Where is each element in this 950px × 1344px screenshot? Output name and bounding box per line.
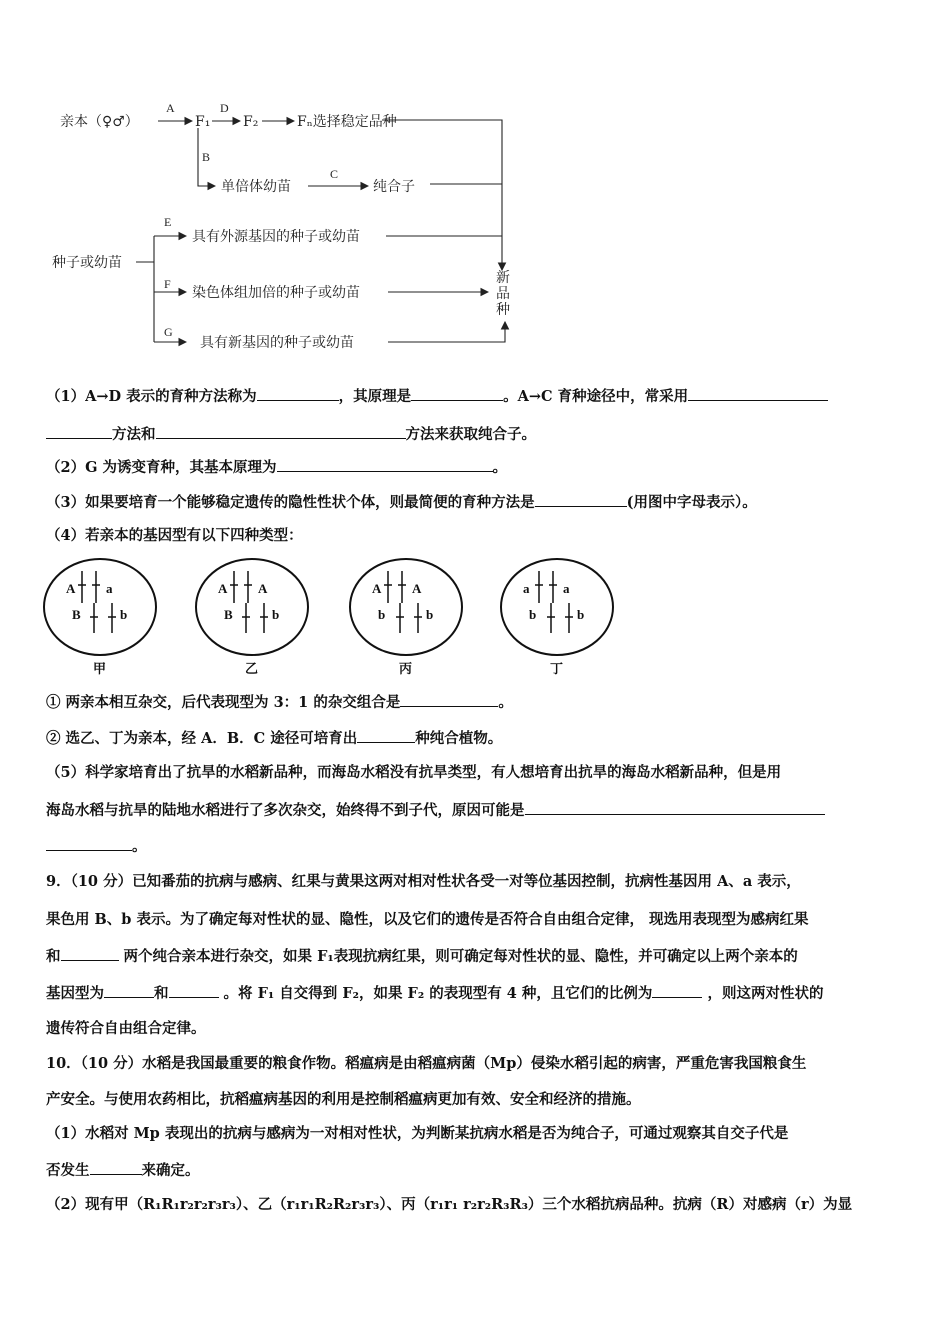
answer-blank[interactable] [688,386,828,401]
answer-blank[interactable] [104,983,154,998]
q10-part1-line1: （1）水稻对 Mp 表现出的抗病与感病为一对相对性状，为判断某抗病水稻是否为纯合子，可通过观察其自交子代是 [46,1125,789,1142]
allele-label: b [378,607,386,622]
allele-label: b [272,607,280,622]
answer-blank[interactable] [156,424,406,439]
allele-label: A [372,581,382,596]
doubled-label: 染色体组加倍的种子或幼苗 [192,285,360,301]
answer-blank[interactable] [400,692,498,707]
answer-blank[interactable] [525,800,825,815]
label-d: D [220,101,229,115]
allele-label: b [577,607,585,622]
q9-line5: 遗传符合自由组合定律。 [46,1020,206,1037]
allele-label: A [412,581,422,596]
cell-3 [350,559,462,677]
f1-label: F₁ [195,114,211,130]
answer-blank[interactable] [46,424,112,439]
q8-sub1: ① 两亲本相互杂交，后代表现型为 3：1 的杂交组合是 。 [46,694,513,711]
new-variety-char: 新 [496,270,510,286]
cell-membrane [501,559,613,655]
q8-sub2: ② 选乙、丁为亲本，经 A．B．C 途径可培育出 种纯合植物。 [46,730,503,747]
allele-label: A [218,581,228,596]
parent-label: 亲本（♀♂） [60,114,139,130]
q10-line1: 10．（10 分）水稻是我国最重要的粮食作物。稻瘟病是由稻瘟病菌（Mp）侵染水稻引起的病害，严重危害我国粮食生 [46,1055,807,1072]
label-g: G [164,325,173,339]
q8-part1-line1: （1）A→D 表示的育种方法称为 ，其原理是 。A→C 育种途径中，常采用 [46,386,906,407]
label-c: C [330,167,339,181]
allele-label: b [529,607,537,622]
cell-2 [196,559,308,677]
q9-line3: 和 两个纯合亲本进行杂交，如果 F₁表现抗病红果，则可确定每对性状的显、隐性，并可确定以上两个亲本的 [46,948,798,965]
answer-blank[interactable] [46,836,132,851]
allele-label: b [120,607,128,622]
q8-part5-line3: 。 [46,836,906,857]
fn-label: Fₙ选择稳定品种 [297,114,397,130]
label-f: F [164,277,171,291]
label-a: A [166,101,175,115]
newgene-label: 具有新基因的种子或幼苗 [200,335,354,351]
answer-blank[interactable] [535,492,627,507]
q9-line2: 果色用 B、b 表示。为了确定每对性状的显、隐性，以及它们的遗传是否符合自由组合定律， 现选用表现型为感病红果 [46,911,809,928]
allele-label: b [426,607,434,622]
answer-blank[interactable] [652,983,702,998]
cell-diagrams [0,555,950,685]
allele-label: A [258,581,268,596]
cell-name: 乙 [245,662,259,677]
homozygote-label: 纯合子 [373,179,415,195]
cell-name: 丁 [550,662,564,677]
q8-part2: （2）G 为诱变育种，其基本原理为 。 [46,459,508,476]
haploid-label: 单倍体幼苗 [221,179,291,195]
q10-part2: （2）现有甲（R₁R₁r₂r₂r₃r₃）、乙（r₁r₁R₂R₂r₃r₃）、丙（r₁r₁ r₂r₂R₃R₃）三个水稻抗病品种。抗病（R）对感病（r）为显 [46,1196,853,1213]
seed-label: 种子或幼苗 [52,255,122,271]
q9-line1: 9．（10 分）已知番茄的抗病与感病、红果与黄果这两对相对性状各受一对等位基因控制，抗病性基因用 A、a 表示， [46,873,801,890]
answer-blank[interactable] [357,728,415,743]
q8-part1-line2: 方法和 方法来获取纯合子。 [46,424,906,445]
q8-part5-line2: 海岛水稻与抗旱的陆地水稻进行了多次杂交，始终得不到子代，原因可能是 [46,800,906,821]
answer-blank[interactable] [277,457,493,472]
f2-label: F₂ [243,114,259,130]
allele-label: a [563,581,570,596]
label-e: E [164,215,172,229]
exogenous-label: 具有外源基因的种子或幼苗 [192,229,360,245]
allele-label: A [66,581,76,596]
allele-label: a [106,581,113,596]
cell-1 [44,559,156,677]
cell-membrane [44,559,156,655]
cell-name: 丙 [399,662,413,677]
new-variety-char: 种 [496,302,510,318]
cell-name: 甲 [93,662,107,677]
label-b: B [202,150,211,164]
q8-part5-line1: （5）科学家培育出了抗旱的水稻新品种，而海岛水稻没有抗旱类型，有人想培育出抗旱的海岛水稻新品种，但是用 [46,764,782,781]
q10-part1-line2: 否发生 来确定。 [46,1162,200,1179]
q9-line4: 基因型为 和 。将 F₁ 自交得到 F₂，如果 F₂ 的表现型有 4 种，且它们的比例为 ，则这两对性状的 [46,985,824,1002]
cell-membrane [196,559,308,655]
answer-blank[interactable] [90,1160,142,1175]
cell-4 [501,559,613,677]
allele-label: a [523,581,530,596]
q8-part3: （3）如果要培育一个能够稳定遗传的隐性性状个体，则最简便的育种方法是 (用图中字母表示）。 [46,494,757,511]
allele-label: B [224,607,233,622]
allele-label: B [72,607,81,622]
cell-membrane [350,559,462,655]
answer-blank[interactable] [169,983,219,998]
breeding-diagram [0,0,950,370]
q8-part4: （4）若亲本的基因型有以下四种类型： [46,527,303,544]
answer-blank[interactable] [61,946,119,961]
answer-blank[interactable] [411,386,503,401]
new-variety-char: 品 [496,286,510,302]
answer-blank[interactable] [257,386,339,401]
q10-line2: 产安全。与使用农药相比，抗稻瘟病基因的利用是控制稻瘟病更加有效、安全和经济的措施。 [46,1091,641,1108]
